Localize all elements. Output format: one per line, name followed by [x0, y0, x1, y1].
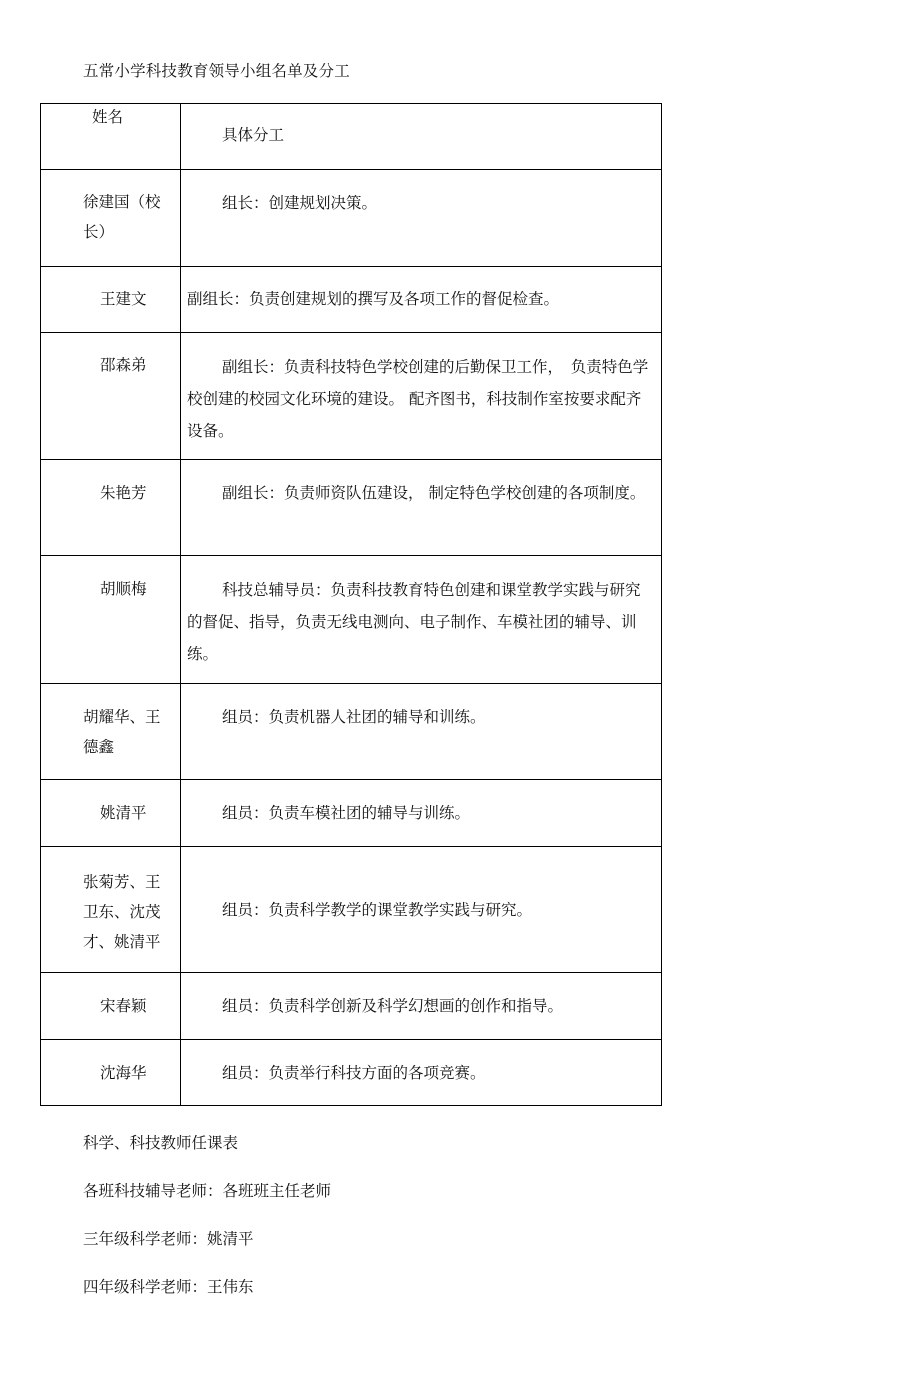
member-name: 王建文 [100, 290, 147, 308]
duty-cell [181, 847, 662, 973]
member-name: 胡顺梅 [100, 580, 147, 598]
member-duty: 副组长：负责创建规划的撰写及各项工作的督促检查。 [187, 290, 560, 308]
member-name: 姚清平 [100, 804, 147, 822]
name-cell [41, 556, 181, 684]
duty-cell [181, 333, 662, 460]
name-cell [41, 460, 181, 556]
member-duty: 副组长：负责科技特色学校创建的后勤保卫工作， 负责特色学校创建的校园文化环境的建设。 配齐图书，科技制作室按要求配齐设备。 [187, 358, 649, 440]
table-row [41, 847, 662, 973]
member-duty: 组员：负责科学创新及科学幻想画的创作和指导。 [222, 997, 564, 1015]
duty-cell [181, 267, 662, 333]
name-cell [41, 973, 181, 1040]
member-duty: 组员：负责举行科技方面的各项竞赛。 [222, 1064, 486, 1082]
table-row [41, 684, 662, 780]
document-title: 五常小学科技教育领导小组名单及分工 [83, 62, 350, 80]
table-row [41, 973, 662, 1040]
header-name-label: 姓名 [92, 108, 124, 126]
grade3-teacher-line: 三年级科学老师：姚清平 [83, 1230, 254, 1248]
table-row [41, 1040, 662, 1106]
header-name-cell [41, 104, 181, 170]
name-cell [41, 267, 181, 333]
schedule-title: 科学、科技教师任课表 [83, 1134, 239, 1152]
duty-cell [181, 973, 662, 1040]
member-name: 朱艳芳 [100, 484, 147, 502]
member-name: 沈海华 [100, 1064, 147, 1082]
name-cell [41, 684, 181, 780]
duty-cell [181, 170, 662, 267]
grade4-teacher-line: 四年级科学老师：王伟东 [83, 1278, 254, 1296]
header-duty-label: 具体分工 [222, 126, 285, 144]
name-cell [41, 170, 181, 267]
member-duty: 科技总辅导员：负责科技教育特色创建和课堂教学实践与研究的督促、指导，负责无线电测向、电子制作、车模社团的辅导、训练。 [187, 581, 641, 663]
member-name: 邵森弟 [100, 356, 147, 374]
table-row [41, 780, 662, 847]
duty-cell [181, 684, 662, 780]
member-name: 宋春颖 [100, 997, 147, 1015]
duty-cell [181, 556, 662, 684]
header-duty-cell [181, 104, 662, 170]
member-duty: 组员：负责机器人社团的辅导和训练。 [222, 708, 486, 726]
name-cell [41, 1040, 181, 1106]
member-duty: 组员：负责科学教学的课堂教学实践与研究。 [222, 900, 533, 919]
member-duty: 组长：创建规划决策。 [222, 194, 378, 212]
table-row [41, 556, 662, 684]
duty-cell [181, 780, 662, 847]
name-cell [41, 780, 181, 847]
table-row [41, 267, 662, 333]
table-row [41, 460, 662, 556]
class-tutors-line: 各班科技辅导老师：各班班主任老师 [83, 1182, 332, 1200]
table-header-row [41, 104, 662, 170]
name-cell [41, 333, 181, 460]
member-duty: 副组长：负责师资队伍建设， 制定特色学校创建的各项制度。 [222, 484, 646, 502]
member-name: 胡耀华、王德鑫 [83, 708, 161, 756]
duty-cell [181, 460, 662, 556]
duty-cell [181, 1040, 662, 1106]
leadership-table [40, 103, 662, 1106]
name-cell [41, 847, 181, 973]
member-name: 徐建国（校长） [83, 193, 161, 241]
table-row [41, 333, 662, 460]
table-row [41, 170, 662, 267]
member-name: 张菊芳、王卫东、沈茂才、姚清平 [83, 873, 161, 951]
member-duty: 组员：负责车模社团的辅导与训练。 [222, 804, 471, 822]
